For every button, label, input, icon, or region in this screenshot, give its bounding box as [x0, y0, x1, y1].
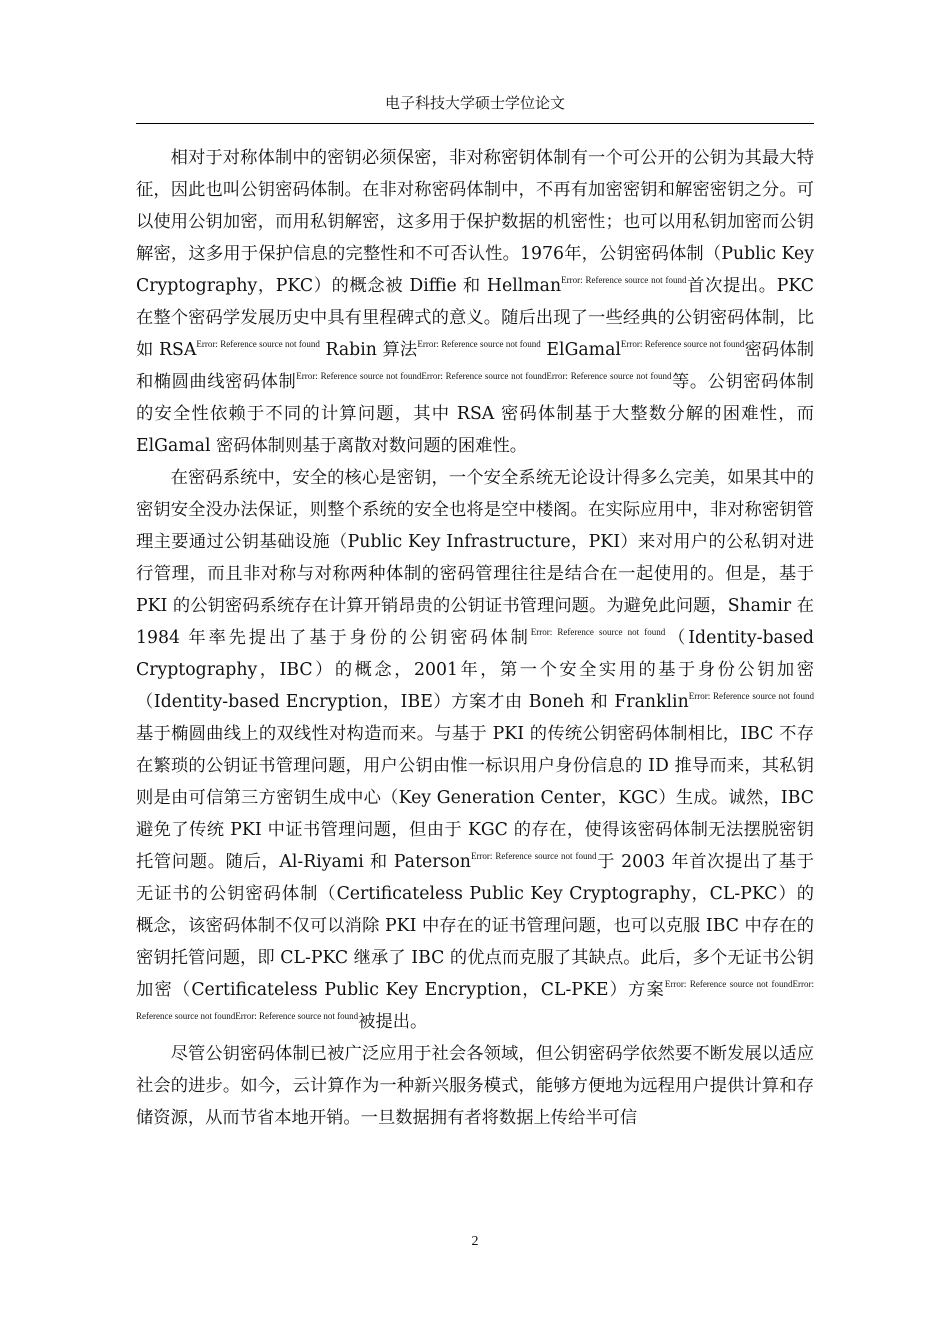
paragraph-text-run: Rabin 算法: [319, 340, 418, 360]
paragraph-text-run: 在密码系统中，安全的核心是密钥，一个安全系统无论设计得多么完美，如果其中的密钥安全没办法保证，则整个系统的安全也将是空中楼阁。在实际应用中，非对称密钥管理主要通过公钥基础设施（Public Key Infrastructure，PKI）来对用户的公私钥对进行管理，而且非对称与对称两种体制的密码管理往往是结合在一起使用的。但是，基于 PKI 的公钥密码系统存在计算开销昂贵的公钥证书管理问题。为避免此问题，Shamir 在 1984 年率先提出了基于身份的公钥密码体制: [136, 468, 814, 648]
paragraph-text-run: 首次提出。PKC 在整个密码学发展历史中具有里程碑式的意义。随后出现了一些经典的公钥密码体制，比如 RSA: [136, 276, 814, 360]
running-header: 电子科技大学硕士学位论文: [384, 94, 565, 112]
page-number: 2: [471, 1234, 479, 1249]
paragraph-text-run: 尽管公钥密码体制已被广泛应用于社会各领域，但公钥密码学依然要不断发展以适应社会的进步。如今，云计算作为一种新兴服务模式，能够方便地为远程用户提供计算和存储资源，从而节省本地开销。一旦数据拥有者将数据上传给半可信: [136, 1044, 814, 1128]
citation-error-marker: Error: Reference source not foundError: Reference source not foundError: Reference source not found: [136, 979, 814, 1021]
citation-error-marker: Error: Reference source not found: [561, 275, 687, 285]
paragraph-text-run: （Identity-based Cryptography，IBC）的概念，2001年，第一个安全实用的基于身份公钥加密（Identity-based Encryption，IBE）方案才由 Boneh 和 Franklin: [136, 628, 814, 712]
paragraph-text-run: 密码体制和椭圆曲线密码体制: [136, 340, 815, 392]
citation-error-marker: Error: Reference source not found: [530, 627, 666, 637]
citation-error-marker: Error: Reference source not found: [620, 339, 745, 349]
citation-error-marker: Error: Reference source not found: [196, 339, 320, 349]
paragraph-3: [136, 1038, 814, 1134]
paragraph-text-run: 相对于对称体制中的密钥必须保密，非对称密钥体制有一个可公开的公钥为其最大特征，因此也叫公钥密码体制。在非对称密码体制中，不再有加密密钥和解密密钥之分。可以使用公钥加密，而用私钥解密，这多用于保护数据的机密性；也可以用私钥加密而公钥解密，这多用于保护信息的完整性和不可否认性。1976年，公钥密码体制（Public Key Cryptography，PKC）的概念被 Diffie 和 Hellman: [136, 148, 814, 296]
citation-error-marker: Error: Reference source not found: [470, 851, 597, 861]
body-text: [136, 142, 814, 1134]
paragraph-text-run: 等。公钥密码体制的安全性依赖于不同的计算问题，其中 RSA 密码体制基于大整数分解的困难性，而 ElGamal 密码体制则基于离散对数问题的困难性。: [136, 372, 814, 456]
citation-error-marker: Error: Reference source not found: [688, 691, 814, 701]
paragraph-text-run: 于 2003 年首次提出了基于无证书的公钥密码体制（Certificateless Public Key Cryptography，CL-PKC）的概念，该密码体制不仅可以消除 PKI 中存在的证书管理问题，也可以克服 IBC 中存在的密钥托管问题，即 CL-PKC 继承了 IBC 的优点而克服了其缺点。此后，多个无证书公钥加密（Certificateless Public Key Encryption，CL-PKE）方案: [136, 852, 815, 1000]
citation-error-marker: Error: Reference source not foundError: Reference source not foundError: Reference source not found: [296, 371, 672, 381]
header-rule: [136, 123, 814, 124]
paragraph-2: [136, 462, 814, 1038]
paragraph-1: [136, 142, 814, 462]
paragraph-text-run: 被提出。: [358, 1012, 428, 1032]
citation-error-marker: Error: Reference source not found: [417, 339, 541, 349]
paragraph-text-run: 基于椭圆曲线上的双线性对构造而来。与基于 PKI 的传统公钥密码体制相比，IBC 不存在繁琐的公钥证书管理问题，用户公钥由惟一标识用户身份信息的 ID 推导而来，其私钥则是由可信第三方密钥生成中心（Key Generation Center，KGC）生成。诚然，IBC 避免了传统 PKI 中证书管理问题，但由于 KGC 的存在，使得该密码体制无法摆脱密钥托管问题。随后，Al-Riyami 和 Paterson: [136, 724, 814, 872]
paragraph-text-run: ElGamal: [540, 340, 621, 360]
